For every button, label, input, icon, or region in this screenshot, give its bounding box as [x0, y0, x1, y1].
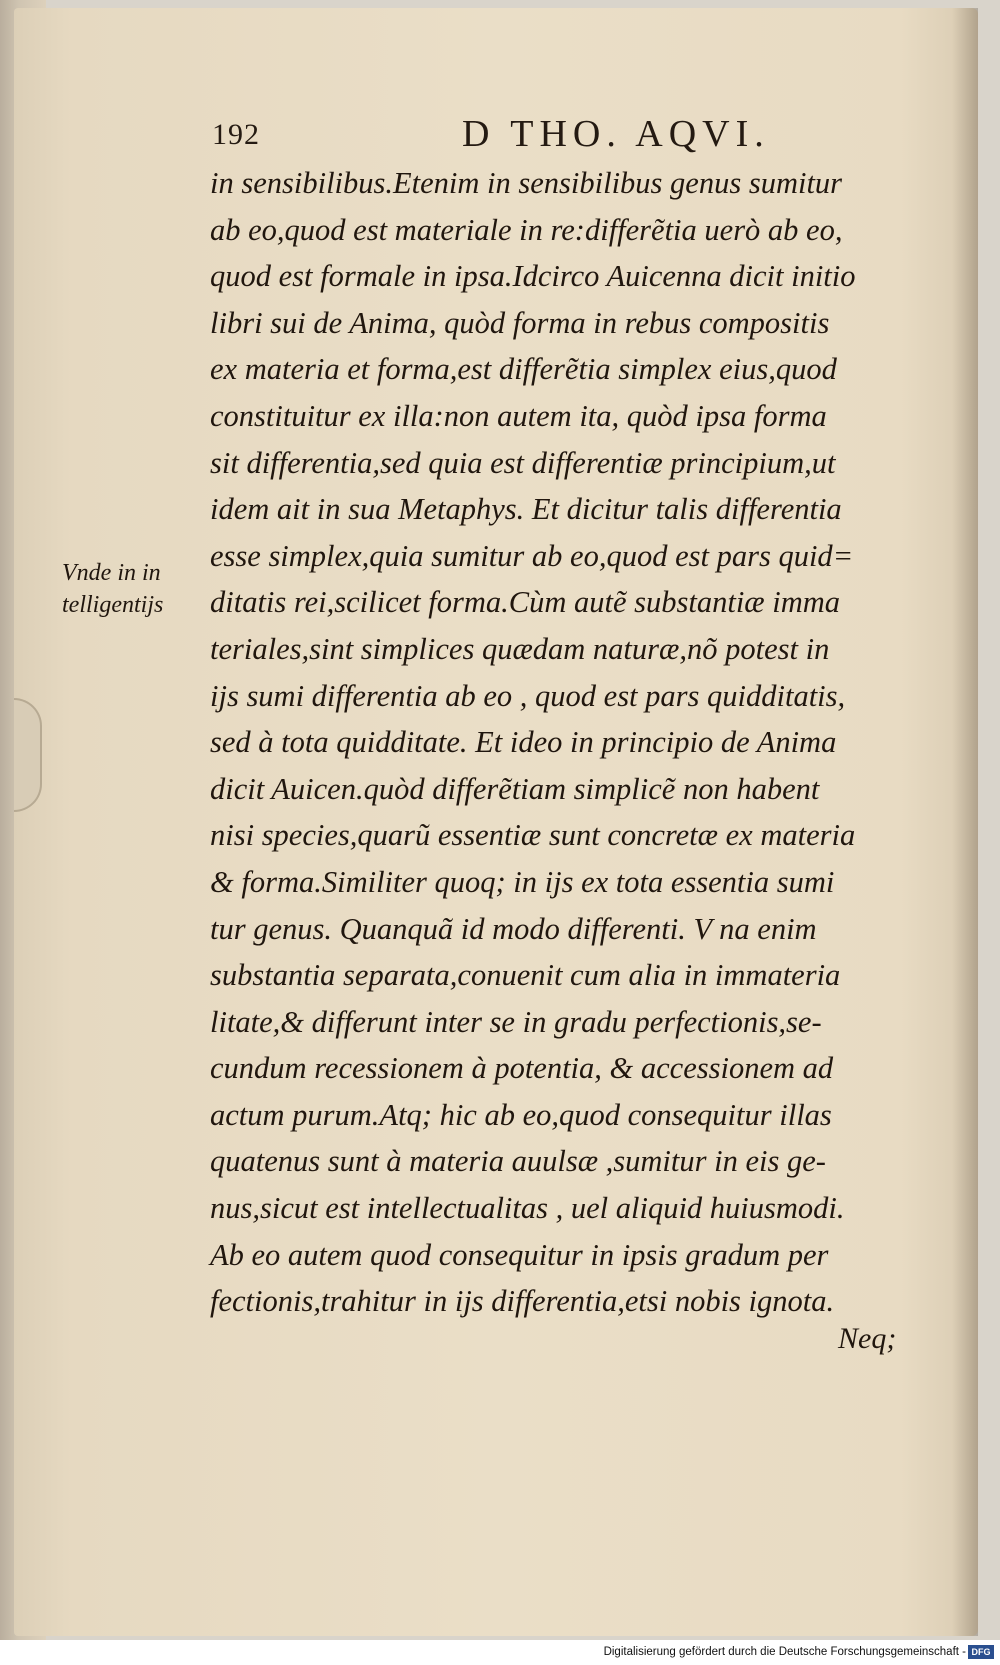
text-line: esse simplex,quia sumitur ab eo,quod est pars quid= — [210, 538, 854, 573]
text-line: teriales,sint simplices quædam naturæ,nõ potest in — [210, 631, 830, 666]
margin-note-line: Vnde in in — [62, 560, 161, 586]
dfg-logo-icon: DFG — [968, 1645, 994, 1659]
text-line: constituitur ex illa:non autem ita, quòd ipsa forma — [210, 398, 827, 433]
text-line: ab eo,quod est materiale in re:differẽtia uerò ab eo, — [210, 212, 843, 247]
text-line: actum purum.Atq; hic ab eo,quod consequitur illas — [210, 1097, 832, 1132]
text-line: ijs sumi differentia ab eo , quod est pars quidditatis, — [210, 678, 846, 713]
text-line: quod est formale in ipsa.Idcirco Auicenna dicit initio — [210, 259, 856, 294]
text-line: Ab eo autem quod consequitur in ipsis gradum per — [210, 1237, 829, 1272]
text-line: in sensibilibus.Etenim in sensibilibus genus sumitur — [210, 166, 843, 200]
footer-bar — [0, 1640, 1000, 1665]
text-line: sed à tota quidditate. Et ideo in principio de Anima — [210, 725, 837, 760]
text-line: sit differentia,sed quia est differentiæ principium,ut — [210, 445, 836, 480]
text-line: quatenus sunt à materia auulsæ ,sumitur in eis ge- — [210, 1144, 826, 1179]
text-line: litate,& differunt inter se in gradu perfectionis,se- — [210, 1004, 822, 1039]
funding-credit: Digitalisierung gefördert durch die Deutsche Forschungsgemeinschaft - — [603, 1646, 966, 1658]
text-line: nisi species,quarũ essentiæ sunt concretæ ex materia — [210, 818, 856, 853]
text-line: dicit Auicen.quòd differẽtiam simplicẽ non habent — [210, 771, 820, 806]
text-line: idem ait in sua Metaphys. Et dicitur talis differentia — [210, 492, 842, 527]
margin-note-line: telligentijs — [62, 592, 164, 618]
text-line: nus,sicut est intellectualitas , uel aliquid huiusmodi. — [210, 1191, 845, 1226]
catchword: Neq; — [838, 1322, 897, 1355]
text-line: substantia separata,conuenit cum alia in immateria — [210, 958, 841, 993]
running-title: D THO. AQVI. — [462, 113, 770, 155]
page-header — [212, 113, 912, 158]
page-number: 192 — [212, 118, 260, 151]
page-tab-mark — [14, 698, 42, 812]
margin-note — [62, 557, 212, 621]
text-line: fectionis,trahitur in ijs differentia,etsi nobis ignota. — [210, 1284, 835, 1319]
text-line: libri sui de Anima, quòd forma in rebus compositis — [210, 305, 830, 340]
gutter-shadow — [952, 8, 978, 1636]
text-line: tur genus. Quanquã id modo differenti. V na enim — [210, 911, 817, 946]
text-line: & forma.Similiter quoq; in ijs ex tota essentia sumi — [210, 864, 835, 899]
text-line: cundum recessionem à potentia, & accessionem ad — [210, 1051, 834, 1086]
text-line: ex materia et forma,est differẽtia simplex eius,quod — [210, 352, 837, 387]
text-line: ditatis rei,scilicet forma.Cùm autẽ substantiæ imma — [210, 585, 841, 620]
body-text — [210, 160, 910, 1325]
